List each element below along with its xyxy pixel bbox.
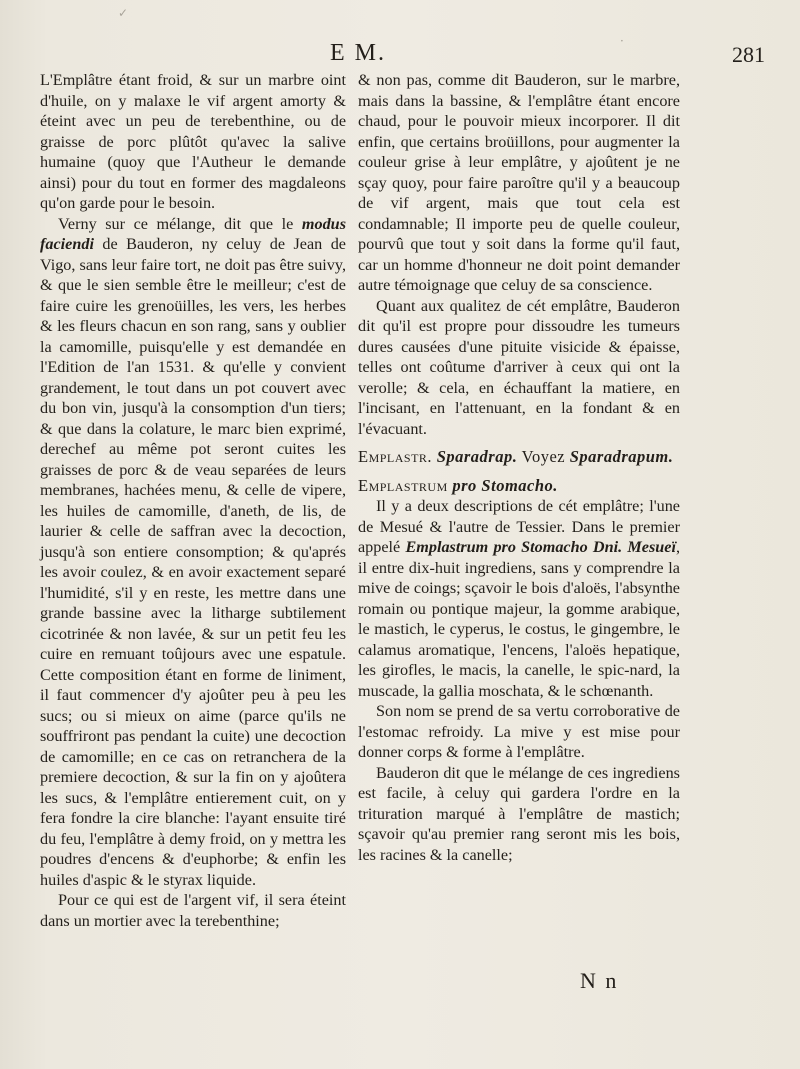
paragraph	[358, 763, 680, 866]
paragraph	[40, 890, 346, 931]
text-run: Quant aux qualitez de cét emplâtre, Bauderon dit qu'il est propre pour dissoudre les tumeurs dures causées d'une pituite visicide & épaisse, telles ont coûtume d'arriver à ceux qui ont la verolle; & cela, en échauffant la matiere, en l'incisant, en l'attenuant, en la fondant & en l'évacuant.	[358, 296, 680, 438]
text-run: Son nom se prend de sa vertu corroborative de l'estomac refroidy. La mive y est mise pour donner corps & forme à l'emplâtre.	[358, 702, 680, 761]
right-column	[358, 70, 680, 865]
paragraph: L'Emplâtre étant froid, & sur un marbre oint d'huile, on y malaxe le vif argent amorty & éteint avec un peu de terebenthine, ou de graisse de porc plûtôt qu'avec la salive humaine (quoy que l'Autheur le demande ainsi) pour du tout en former des magdaleons qu'on garde pour le besoin.	[40, 71, 346, 212]
italic-term: pro Stomacho.	[452, 475, 558, 495]
paragraph	[40, 214, 346, 891]
italic-term: Emplastrum pro Stomacho Dni. Mesueï	[405, 538, 676, 556]
left-column	[40, 70, 346, 931]
paragraph	[358, 496, 680, 701]
entry-title: Emplastr.	[358, 447, 437, 466]
ink-speck: ·	[620, 34, 624, 48]
paragraph	[358, 70, 680, 296]
text-run: Bauderon dit que le mélange de ces ingrediens est facile, à celuy qui gardera l'ordre en la trituration marqué à l'emplâtre de mastich; sçavoir qu'au premier rang seront mis les bois, les racines & la canelle;	[358, 763, 680, 864]
italic-term: Sparadrap.	[436, 447, 518, 466]
entry-heading	[358, 447, 680, 468]
running-head: E M.	[330, 40, 386, 66]
paragraph	[358, 296, 680, 440]
page-number: 281	[732, 42, 765, 67]
text-run: de Bauderon, ny celuy de Jean de Vigo, sans leur faire tort, ne doit pas être suivy, & que le sien semble être le meilleur; c'est de faire cuire les grenoüilles, les vers, les herbes & les fleurs chacun en son rang, sans y oublier la camomille, puisqu'elle y est demandée en l'Edition de l'an 1531. & qu'elle y convient grandement, le tout dans un pot couvert avec du bon vin, jusqu'à la consomption d'un tiers; & que dans la colature, le marc bien exprimé, derechef au même pot seront cuites les graisses de porc & de veau separées de leurs membranes, hachées menu, & celle de vipere, les huiles de camomille, d'aneth, de lis, de laurier & celle de saffran avec la decoction, jusqu'à son entiere consomption; & qu'aprés les avoir coulez, & en avoir exactement separé l'humidité, s'il y en reste, les mettre dans une grande bassine avec la litharge subtilement cicotrinée & non lavée, & sur un petit feu les cuire en remuant toûjours avec une espatule. Cette composition étant en forme de liniment, il faut commencer d'y ajoûter peu à peu les sucs; ou si mieux on aime (parce qu'ils ne souffriront pas pendant la cuite) une decoction de camomille; en ce cas on retranchera de la premiere decoction, & sur la fin on y ajoûtera les sucs, & l'emplâtre entierement cuit, on y fera fondre la cire blanche: l'ayant ensuite tiré du feu, l'emplâtre à demy froid, on y mettra les poudres d'encens & d'euphorbe; & enfin les huiles d'aspic & le styrax liquide.	[40, 235, 346, 889]
entry-heading	[358, 476, 680, 497]
text-run: Voyez	[517, 447, 570, 466]
ink-speck: ✓	[118, 6, 129, 20]
text-run: & non pas, comme dit Bauderon, sur le marbre, mais dans la bassine, & l'emplâtre étant encore chaud, pour le pouvoir mieux incorporer. Il dit enfin, que certains broüillons, pour augmenter la couleur grise à leur emplâtre, y ajoûtent je ne sçay quoy, pour faire paroître qu'il y a beaucoup de vif argent, mais que tout cela est condamnable; Il importe peu de quelle couleur, pourvû que tout y soit dans la forme qu'il faut, car un homme d'honneur ne doit point demander autre témoignage que celuy de sa conscience.	[358, 71, 680, 294]
text-run: , il entre dix-huit ingrediens, sans y comprendre la mive de coings; sçavoir le bois d'aloës, l'absynthe romain ou pontique majeur, la gomme arabique, le mastich, le cyperus, le costus, le gingembre, le calamus aromatique, l'encens, l'aloës hepatique, les girofles, le macis, la canelle, le spic-nard, la muscade, la gallia moschata, & le schœnanth.	[358, 538, 680, 700]
text-run: Il y a deux descriptions de cét emplâtre; l'une de Mesué & l'autre de Tessier. Dans le premier appelé	[358, 497, 680, 556]
italic-term: Sparadrapum.	[569, 447, 674, 466]
text-run: Pour ce qui est de l'argent vif, il sera éteint dans un mortier avec la terebenthine;	[40, 891, 346, 930]
entry-title: Emplastrum	[358, 475, 453, 495]
italic-term: modus faciendi	[40, 214, 346, 253]
page-header	[0, 40, 800, 70]
signature-mark: N n	[580, 968, 619, 993]
paragraph	[358, 701, 680, 763]
text-run: Verny sur ce mélange, dit que le	[58, 214, 302, 233]
